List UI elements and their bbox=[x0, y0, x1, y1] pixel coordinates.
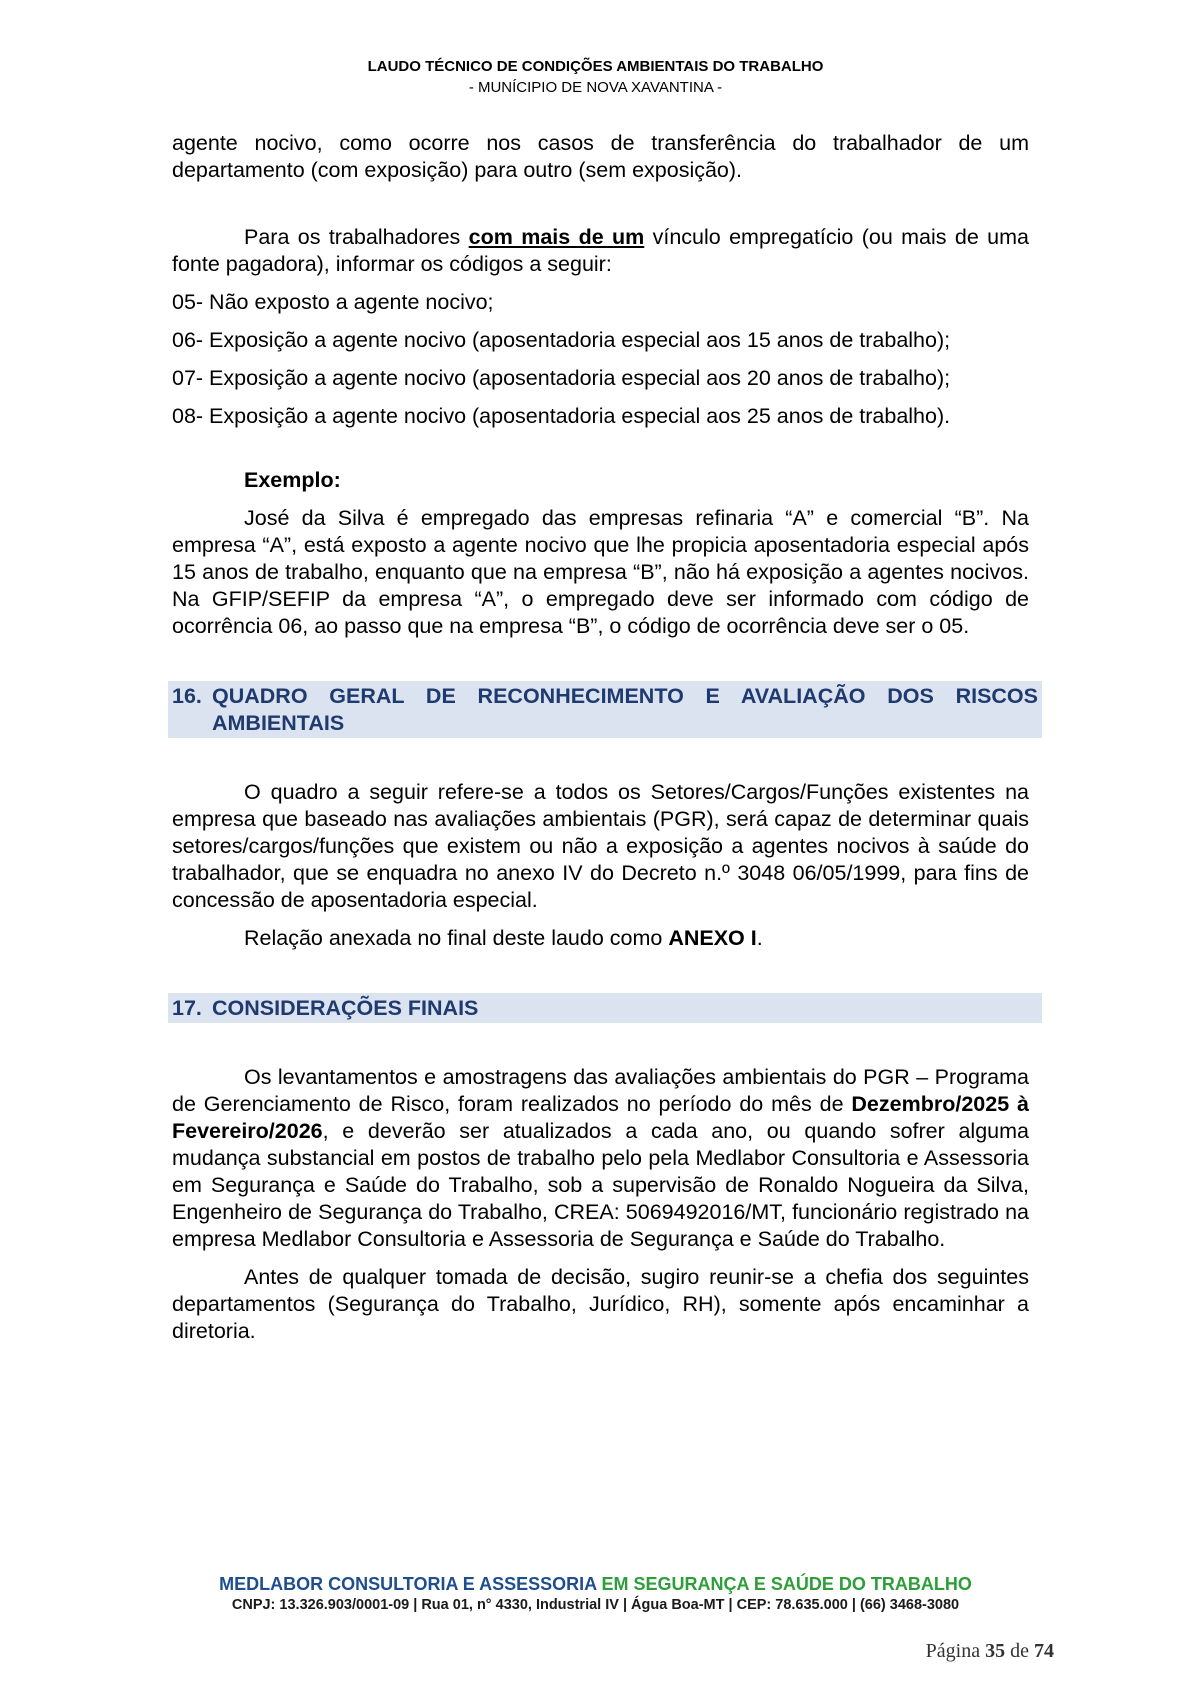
bold-text: ANEXO I bbox=[668, 926, 757, 950]
list-item: 07- Exposição a agente nocivo (aposentadoria especial aos 20 anos de trabalho); bbox=[172, 366, 951, 390]
underlined-text: com mais de um bbox=[468, 225, 645, 249]
section-title: CONSIDERAÇÕES FINAIS bbox=[212, 996, 479, 1020]
page-content bbox=[172, 130, 1038, 1345]
paragraph: Relação anexada no final deste laudo como ANEXO I. bbox=[244, 926, 763, 950]
list-item: 08- Exposição a agente nocivo (aposentadoria especial aos 25 anos de trabalho). bbox=[172, 404, 951, 428]
section-heading-17 bbox=[168, 993, 1042, 1023]
bold-text: Dezembro/2025 à Fevereiro/2026 bbox=[172, 1092, 1029, 1143]
list-item: 05- Não exposto a agente nocivo; bbox=[172, 290, 494, 314]
paragraph: O quadro a seguir refere-se a todos os Setores/Cargos/Funções existentes na empresa que baseado nas avaliações ambientais (PGR), será capaz de determinar quais setores/cargos/funções que existem ou não a exposição a agentes nocivos à saúde do trabalhador, que se enquadra no anexo IV do Decreto n.º 3048 06/05/1999, para fins de concessão de aposentadoria especial. bbox=[172, 780, 1029, 912]
paragraph: Para os trabalhadores com mais de um vínculo empregatício (ou mais de uma fonte pagadora), informar os códigos a seguir: bbox=[172, 225, 1029, 276]
example-text: José da Silva é empregado das empresas refinaria “A” e comercial “B”. Na empresa “A”, está exposto a agente nocivo que lhe propicia aposentadoria especial após 15 anos de trabalho, enquanto que na empresa “B”, não há exposição a agentes nocivos. Na GFIP/SEFIP da empresa “A”, o empregado deve ser informado com código de ocorrência 06, ao passo que na empresa “B”, o código de ocorrência deve ser o 05. bbox=[172, 506, 1029, 638]
footer-company: MEDLABOR CONSULTORIA E ASSESSORIA EM SEGURANÇA E SAÚDE DO TRABALHO bbox=[219, 1574, 972, 1594]
page-number: Página 35 de 74 bbox=[925, 1640, 1054, 1662]
code-list bbox=[172, 289, 1029, 430]
section-number: 17. bbox=[172, 996, 202, 1020]
section-title: QUADRO GERAL DE RECONHECIMENTO E AVALIAÇÃO DOS RISCOS AMBIENTAIS bbox=[212, 684, 1038, 735]
page-footer bbox=[0, 1573, 1191, 1616]
paragraph: Antes de qualquer tomada de decisão, sugiro reunir-se a chefia dos seguintes departamentos (Segurança do Trabalho, Jurídico, RH), somente após encaminhar a diretoria. bbox=[172, 1265, 1029, 1343]
document-title: LAUDO TÉCNICO DE CONDIÇÕES AMBIENTAIS DO TRABALHO bbox=[367, 58, 824, 75]
paragraph: agente nocivo, como ocorre nos casos de transferência do trabalhador de um departamento (com exposição) para outro (sem exposição). bbox=[172, 131, 1029, 182]
example-title: Exemplo: bbox=[244, 468, 341, 492]
document-subtitle: - MUNÍCIPIO DE NOVA XAVANTINA - bbox=[468, 79, 723, 96]
section-heading-16 bbox=[168, 681, 1042, 738]
section-number: 16. bbox=[172, 684, 202, 708]
footer-info: CNPJ: 13.326.903/0001-09 | Rua 01, n° 4330, Industrial IV | Água Boa-MT | CEP: 78.635.000 | (66) 3468-3080 bbox=[231, 1597, 960, 1613]
paragraph: Os levantamentos e amostragens das avaliações ambientais do PGR – Programa de Gerenciamento de Risco, foram realizados no período do mês de Dezembro/2025 à Fevereiro/2026, e deverão ser atualizados a cada ano, ou quando sofrer alguma mudança substancial em postos de trabalho pelo pela Medlabor Consultoria e Assessoria em Segurança e Saúde do Trabalho, sob a supervisão de Ronaldo Nogueira da Silva, Engenheiro de Segurança do Trabalho, CREA: 5069492016/MT, funcionário registrado na empresa Medlabor Consultoria e Assessoria de Segurança e Saúde do Trabalho. bbox=[172, 1065, 1029, 1251]
list-item: 06- Exposição a agente nocivo (aposentadoria especial aos 15 anos de trabalho); bbox=[172, 328, 951, 352]
page-header bbox=[0, 56, 1191, 98]
